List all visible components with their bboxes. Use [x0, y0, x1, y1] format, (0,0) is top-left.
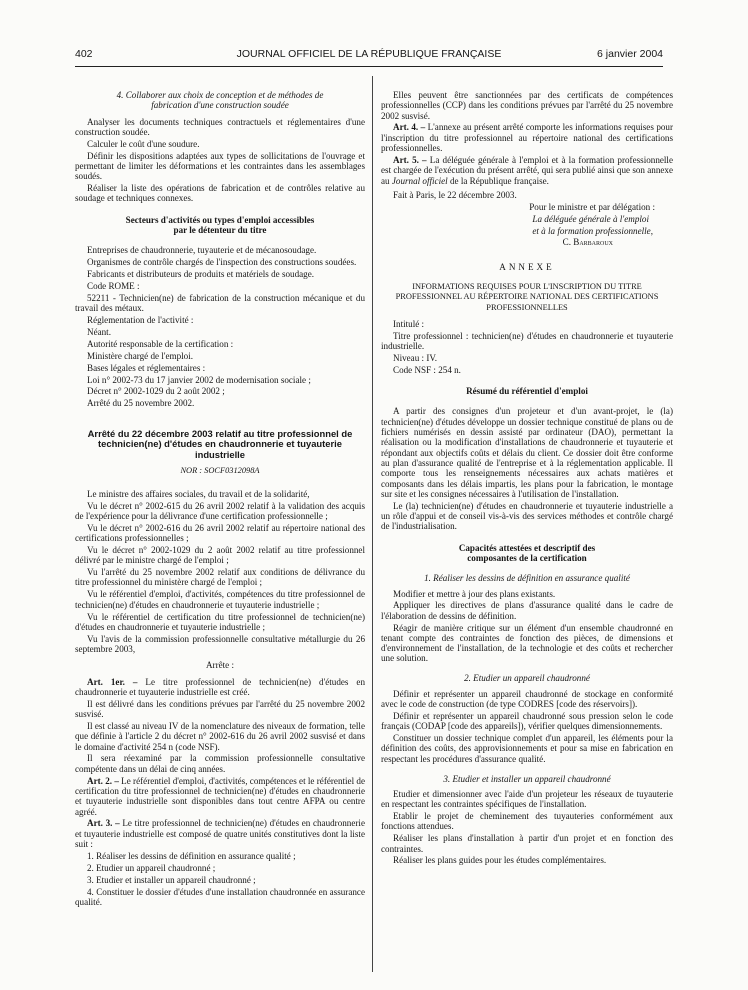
competency-3-title: 3. Etudier et installer un appareil chaudronné [443, 773, 611, 784]
article-1-text: Le titre professionnel de technicien(ne) d'études en chaudronnerie et tuyauterie industrielle est créé. [75, 676, 365, 697]
paragraph: Entreprises de chaudronnerie, tuyauterie et de mécanosoudage. [87, 245, 317, 256]
paragraph: Réaliser les plans d'installation à partir d'un projet et en fonction des contraintes. [381, 833, 673, 854]
paragraph: Il sera réexaminé par la commission professionnelle consultative compétente dans un délai de cinq années. [75, 753, 365, 774]
visa: Vu l'avis de la commission professionnelle consultative métallurgie du 26 septembre 2003, [75, 633, 365, 655]
article-2 [75, 776, 365, 817]
column-divider [372, 76, 373, 972]
annexe-heading: ANNEXE [499, 261, 555, 272]
arrete-label: Arrête : [205, 660, 235, 671]
article-5-text: La déléguée générale à l'emploi et à la formation professionnelle est chargée de l'exécution du présent arrêté, qui sera publié ainsi que son annexe au [381, 154, 673, 186]
paragraph: 52211 - Technicien(ne) de fabrication de la construction mécanique et du travail des métaux. [75, 292, 365, 314]
visa: Vu le référentiel de certification du titre professionnel de technicien(ne) d'études en chaudronnerie et tuyauterie industrielle ; [75, 611, 365, 632]
unit-item: 4. Constituer le dossier d'études d'une installation chaudronnée en assurance qualité. [75, 886, 365, 907]
paragraph: Il est classé au niveau IV de la nomenclature des niveaux de formation, telle que définie à l'article 2 du décret n° 2002-616 du 26 avril 2002 susvisé et dans le domaine d'activité 254 n (code NSF). [75, 720, 365, 752]
article-3-label: Art. 3. – [87, 818, 120, 829]
capacities-heading: Capacités attestées et descriptif des composantes de la certification [458, 542, 596, 563]
spacer [381, 665, 673, 673]
paragraph: Réagir de manière critique sur un élément d'un ensemble chaudronné en tenant compte des contraintes de fonction des pièces, de dimensions et d'environnement de l'installation, de la technologie et des coûts et rechercher une solution. [381, 622, 673, 664]
paragraph: Modifier et mettre à jour des plans existants. [393, 588, 556, 599]
visa: Vu le décret n° 2002-1029 du 2 août 2002 relatif au titre professionnel délivré par le ministre chargé de l'emploi ; [75, 544, 365, 566]
article-2-label: Art. 2. – [87, 775, 119, 786]
resume-heading: Résumé du référentiel d'emploi [466, 386, 588, 397]
paragraph: Réaliser la liste des opérations de fabrication et de contrôles relative au soudage et techniques connexes. [75, 183, 365, 204]
paragraph: Loi n° 2002-73 du 17 janvier 2002 de modernisation sociale ; [87, 374, 311, 385]
signature-date: Fait à Paris, le 22 décembre 2003. [393, 189, 517, 200]
paragraph: Il est délivré dans les conditions prévues par l'arrêté du 25 novembre 2002 susvisé. [75, 698, 365, 720]
paragraph: Niveau : IV. [393, 352, 438, 363]
article-5-label: Art. 5. – [393, 154, 427, 165]
sectors-heading: Secteurs d'activités ou types d'emploi accessibles par le détenteur du titre [125, 214, 315, 236]
paragraph: Définir et représenter un appareil chaudronné de stockage en conformité avec le code de construction (de type CODRES [code des réservoirs]). [381, 688, 673, 709]
paragraph: Définir et représenter un appareil chaudronné sous pression selon le code français (CODAP [code des appareils]), vérifier quelques dimensionnements. [381, 710, 673, 732]
paragraph: Organismes de contrôle chargés de l'inspection des constructions soudées. [87, 257, 357, 268]
info-heading: INFORMATIONS REQUISES POUR L'INSCRIPTION DU TITRE PROFESSIONNEL AU RÉPERTOIRE NATIONAL DES CERTIFICATIONS PROFESSIONNELLES [395, 282, 659, 312]
paragraph: Bases légales et réglementaires : [87, 362, 206, 373]
signature-line: Pour le ministre et par délégation : [529, 201, 655, 212]
visa: Le ministre des affaires sociales, du travail et de la solidarité, [87, 488, 310, 499]
paragraph: Appliquer les directives de plans d'assurance qualité dans le cadre de l'élaboration de dessins de définition. [381, 600, 673, 621]
signature-line: La déléguée générale à l'emploi [532, 213, 649, 224]
arrete-title: Arrêté du 22 décembre 2003 relatif au titre professionnel de technicien(ne) d'études en chaudronnerie et tuyauterie industrielle [87, 427, 353, 460]
signatory-name: C. Barbaroux [562, 237, 613, 248]
visa: Vu le décret n° 2002-615 du 26 avril 2002 relatif à la validation des acquis de l'expérience pour la délivrance d'une certification professionnelle ; [75, 500, 365, 521]
paragraph: Code NSF : 254 n. [393, 364, 461, 375]
paragraph: Etudier et dimensionner avec l'aide d'un projeteur les réseaux de tuyauterie en respectant les contraintes spécifiques de l'installation. [381, 788, 673, 810]
section-4-title: 4. Collaborer aux choix de conception et de méthodes de fabrication d'une construction soudée [116, 90, 324, 111]
paragraph: Elles peuvent être sanctionnées par des certificats de compétences professionnelles (CCP) dans les conditions prévues par l'arrêté du 25 novembre 2002 susvisé. [381, 90, 673, 121]
paragraph: A partir des consignes d'un projeteur et d'un avant-projet, le (la) technicien(ne) d'études développe un dossier technique constitué de plans ou de fichiers numérisés en dessin assisté par ordinateur (DAO), permettant la réalisation ou la modification d'installations de chaudronnerie et tuyauterie et répondant aux objectifs coûts et délais du client. Ce dossier doit être conforme au plan d'assurance qualité de l'entreprise et à la réglementation applicable. Il comporte tous les renseignements nécessaires aux achats matières et composants dans les délais impartis, les plans pour la fabrication, le montage sur site et les consignes nécessaires à l'utilisation de l'installation. [381, 406, 673, 499]
competency-2-title: 2. Etudier un appareil chaudronné [464, 673, 590, 684]
paragraph: Réglementation de l'activité : [87, 315, 194, 326]
paragraph: Intitulé : [393, 318, 425, 329]
page-number: 402 [75, 48, 93, 60]
article-1-label: Art. 1er. – [87, 676, 138, 687]
unit-item: 2. Etudier un appareil chaudronné ; [87, 862, 216, 873]
competency-1-title: 1. Réaliser les dessins de définition en assurance qualité [424, 573, 630, 584]
paragraph: Code ROME : [87, 281, 140, 292]
visa: Vu le référentiel d'emploi, d'activités, compétences du titre professionnel de technicien(ne) d'études en chaudronnerie et tuyauterie industrielle ; [75, 589, 365, 610]
paragraph: Etablir le projet de cheminement des tuyauteries conformément aux fonctions attendues. [381, 811, 673, 832]
article-5 [381, 155, 673, 186]
paragraph: Définir les dispositions adaptées aux types de sollicitations de l'ouvrage et permettant de limiter les déformations et les contraintes dans les assemblages soudés. [75, 150, 365, 182]
paragraph: Réaliser les plans guides pour les études complémentaires. [393, 855, 607, 866]
paragraph: Titre professionnel : technicien(ne) d'études en chaudronnerie et tuyauterie industrielle. [381, 330, 673, 352]
paragraph: Autorité responsable de la certification : [87, 338, 234, 349]
signature-line: et à la formation professionnelle, [532, 225, 653, 236]
unit-item: 1. Réaliser les dessins de définition en assurance qualité ; [87, 850, 296, 861]
paragraph: Fabricants et distributeurs de produits et matériels de soudage. [87, 269, 315, 280]
spacer [381, 766, 673, 774]
paragraph: Constituer un dossier technique complet d'un appareil, les éléments pour la définition des coûts, des approvisionnements et pour sa mise en fabrication en respectant les procédures d'assurance qualité. [381, 733, 673, 764]
article-5-text-end: de la République française. [447, 175, 549, 186]
paragraph: Analyser les documents techniques contractuels et réglementaires d'une construction soudée. [75, 116, 365, 137]
visa: Vu l'arrêté du 25 novembre 2002 relatif aux conditions de délivrance du titre professionnel du ministère chargé de l'emploi ; [75, 567, 365, 588]
article-3-text: Le titre professionnel de technicien(ne) d'études en chaudronnerie et tuyauterie industrielle est composé de quatre unités constitutives dont la liste suit : [75, 818, 365, 850]
article-3 [75, 818, 365, 849]
journal-title: JOURNAL OFFICIEL DE LA RÉPUBLIQUE FRANÇAISE [236, 48, 502, 60]
issue-date: 6 janvier 2004 [597, 48, 663, 60]
article-4 [381, 122, 673, 153]
journal-officiel-ref: Journal officiel [391, 175, 448, 186]
paragraph: Décret n° 2002-1029 du 2 août 2002 ; [87, 386, 225, 397]
visa: Vu le décret n° 2002-616 du 26 avril 2002 relatif au répertoire national des certifications professionnelles ; [75, 522, 365, 544]
right-column [381, 90, 673, 867]
paragraph: Ministère chargé de l'emploi. [87, 350, 194, 361]
article-4-label: Art. 4. – [393, 122, 426, 133]
article-1 [75, 677, 365, 698]
paragraph: Le (la) technicien(ne) d'études en chaudronnerie et tuyauterie industrielle a un rôle d'appui et de conseil vis-à-vis des services méthodes et contrôle chargé de l'industrialisation. [381, 500, 673, 532]
paragraph: Arrêté du 25 novembre 2002. [87, 398, 195, 409]
nor-reference: NOR : SOCF0312098A [180, 466, 260, 476]
article-2-text: Le référentiel d'emploi, d'activités, compétences et le référentiel de certification du titre professionnel de technicien(ne) d'études en chaudronnerie et tuyauterie industrielle sont disponibles dans tout centre AFPA ou centre agréé. [75, 775, 365, 817]
left-column [75, 90, 365, 909]
paragraph: Néant. [87, 326, 111, 337]
article-4-text: L'annexe au présent arrêté comporte les informations requises pour l'inscription du titre professionnel au répertoire national des certifications professionnelles. [381, 122, 673, 154]
header-rule [75, 66, 663, 67]
unit-item: 3. Etudier et installer un appareil chaudronné ; [87, 874, 256, 885]
paragraph: Calculer le coût d'une soudure. [87, 138, 200, 149]
page-header [75, 48, 663, 62]
